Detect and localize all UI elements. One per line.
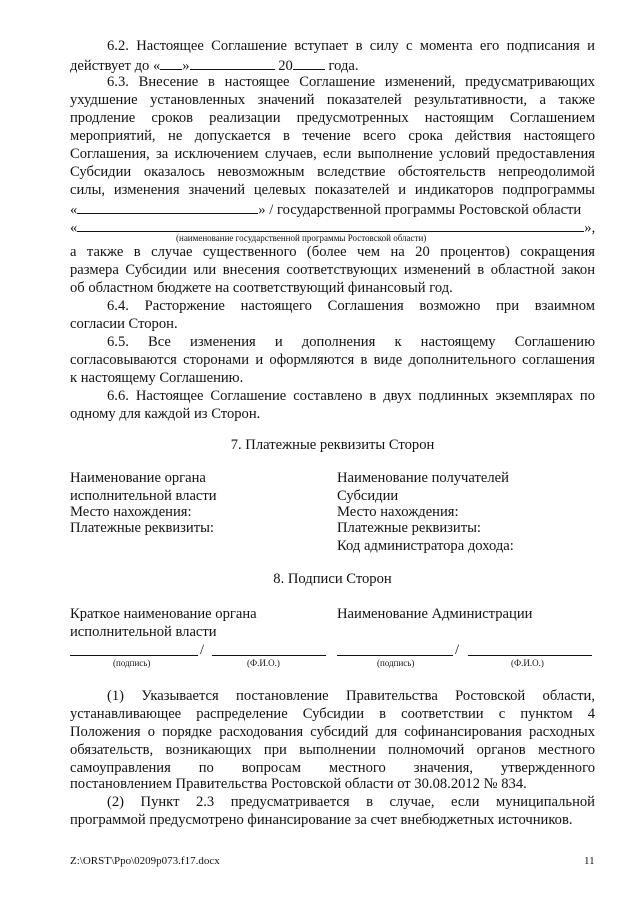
note-1-line-4: обязательств, возникающих при выполнении полномочий органов местного [70,742,595,758]
s7-right-2: Субсидии [337,488,399,504]
clause-6-3-line-5: Соглашения, за исключением случаев, если выполнение условий предоставления [70,146,595,162]
clause-6-3-line-4: мероприятий, не допускается в течение всего срока действия настоящего [70,128,595,144]
footer-file-path: Z:\ORST\Ppo\0209p073.f17.docx [70,855,220,867]
s8-right-1: Наименование Администрации [337,606,533,622]
section-8-title: 8. Подписи Сторон [273,571,392,587]
s7-left-4: Платежные реквизиты: [70,520,214,536]
clause-6-5-line-1: 6.5. Все изменения и дополнения к настоящему Соглашению [107,334,595,350]
clause-6-4-line-1: 6.4. Расторжение настоящего Соглашения возможно при взаимном [107,298,595,314]
s7-right-4: Платежные реквизиты: [337,520,481,536]
note-2-line-2: программой предусмотрено финансирование за счет внебюджетных источников. [70,812,573,828]
right-slash: / [455,642,460,658]
left-slash: / [200,642,205,658]
page-number: 11 [584,855,595,867]
left-name-caption: (Ф.И.О.) [247,658,280,668]
note-1-line-1: (1) Указывается постановление Правительства Ростовской области, [107,688,595,704]
subprogram-blank [77,200,258,214]
clause-6-3-line-7: силы, изменения значений целевых показателей и индикаторов подпрограммы [70,182,595,198]
note-2-line-1: (2) Пункт 2.3 предусматривается в случае, если муниципальной [107,794,595,810]
program-blank [77,218,584,232]
program-caption: (наименование государственной программы Ростовской области) [176,233,427,243]
day-blank [160,56,182,70]
s8-left-1: Краткое наименование органа [70,606,257,622]
clause-6-5-line-3: к настоящему Соглашению. [70,370,244,386]
right-name-caption: (Ф.И.О.) [511,658,544,668]
s7-left-1: Наименование органа [70,470,206,486]
left-name-line [212,655,326,656]
left-signature-line [70,655,198,656]
clause-6-3-line-10: а также в случае существенного (более чем на 20 процентов) сокращения [70,244,595,260]
text: », [584,220,596,236]
clause-6-3-line-3: продление сроков реализации предусмотренных настоящим Соглашением [70,110,595,126]
clause-6-6-line-1: 6.6. Настоящее Соглашение составлено в двух подлинных экземплярах по [107,388,595,404]
clause-6-2-line-1: 6.2. Настоящее Соглашение вступает в силу с момента его подписания и [107,38,595,54]
note-1-line-5: самоуправления по вопросам местного значения, утвержденного [70,760,595,776]
text: « [70,202,78,218]
s7-right-1: Наименование получателей [337,470,509,486]
right-signature-line [337,655,453,656]
note-1-line-6: постановлением Правительства Ростовской области от 30.08.2012 № 834. [70,776,527,792]
left-sig-caption: (подпись) [113,658,151,668]
right-sig-caption: (подпись) [377,658,415,668]
clause-6-3-line-6: Субсидии оказалось невозможным вследствие обстоятельств непреодолимой [70,164,595,180]
clause-6-6-line-2: одному для каждой из Сторон. [70,406,261,422]
clause-6-3-line-11: размера Субсидии или внесения соответствующих изменений в областной закон [70,262,595,278]
note-1-line-3: Положения о порядке расходования субсидий для софинансирования расходных [70,724,595,740]
s7-left-3: Место нахождения: [70,504,192,520]
clause-6-4-line-2: согласии Сторон. [70,316,178,332]
note-1-line-2: устанавливающее распределение Субсидии в соответствии с пунктом 4 [70,706,595,722]
clause-6-3-line-2: ухудшение установленных значений показателей результативности, а также [70,92,595,108]
year-prefix: 20 [278,58,293,74]
text: « [70,220,78,236]
text: » [182,58,190,74]
s7-right-3: Место нахождения: [337,504,459,520]
month-blank [190,56,275,70]
clause-6-3-line-1: 6.3. Внесение в настоящее Соглашение изменений, предусматривающих [107,74,595,90]
s8-left-2: исполнительной власти [70,624,217,640]
clause-6-2-line-2 [70,56,359,75]
year-blank [293,56,325,70]
s7-right-5: Код администратора дохода: [337,538,514,554]
s7-left-2: исполнительной власти [70,488,217,504]
clause-6-5-line-2: согласовываются сторонами и оформляются в виде дополнительного соглашения [70,352,595,368]
right-name-line [468,655,592,656]
section-7-title: 7. Платежные реквизиты Сторон [230,437,435,453]
clause-6-3-line-8 [70,200,581,219]
text: года. [328,58,359,74]
clause-6-3-line-12: об областном бюджете на соответствующий финансовый год. [70,280,453,296]
text: действует до « [70,58,161,74]
text: » / государственной программы Ростовской области [258,202,582,218]
